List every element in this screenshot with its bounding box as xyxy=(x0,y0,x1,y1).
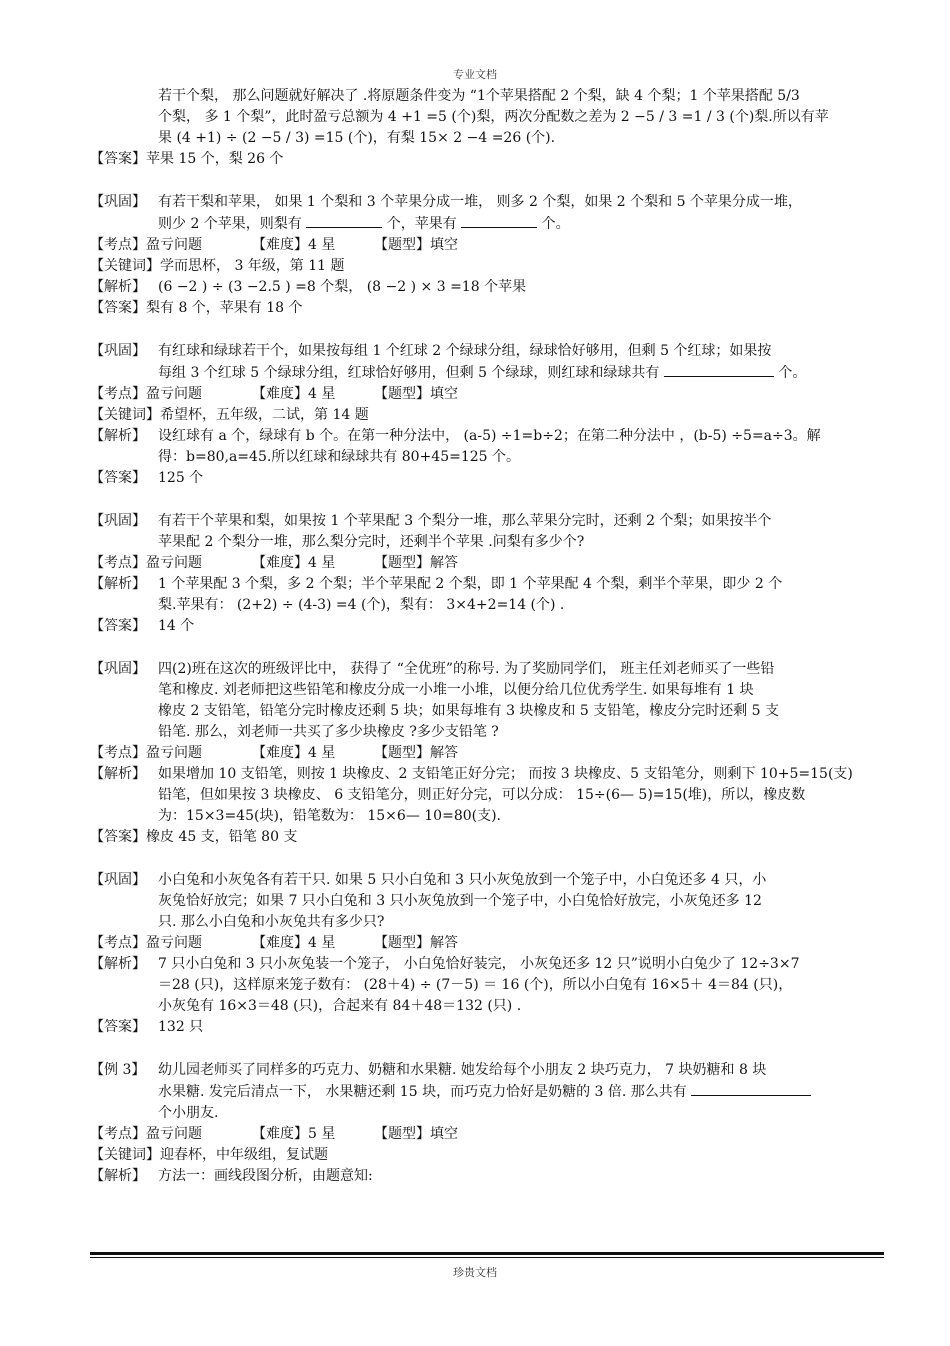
problem-1-question: 【巩固】 有若干梨和苹果， 如果 1 个梨和 3 个苹果分成一堆， 则多 2 个梨，如果 2 个梨和 5 个苹果分成一堆， xyxy=(90,192,884,213)
problem-2-analysis-line: 得：b=80,a=45.所以红球和绿球共有 80+45=125 个。 xyxy=(158,449,521,465)
problem-2-analysis: 【解析】 设红球有 a 个，绿球有 b 个。在第一种分法中， (a-5) ÷1=b÷2；在第二种分法中 ，(b-5) ÷5=a÷3。解 xyxy=(90,428,821,444)
problem-5-question-line: 灰兔恰好放完；如果 7 只小白兔和 3 只小灰兔放到一个笼子中，小白兔恰好放完，小灰兔还多 12 xyxy=(158,893,762,909)
page-content xyxy=(90,86,884,1187)
problem-4-question: 【巩固】 四(2)班在这次的班级评比中， 获得了 “全优班”的称号. 为了奖励同学们， 班主任刘老师买了一些铅 xyxy=(90,661,775,677)
problem-2-keywords: 【关键词】 希望杯，五年级，二试，第 14 题 xyxy=(90,407,369,423)
page-header: 专业文档 xyxy=(453,68,497,81)
problem-3-question: 【巩固】 有若干个苹果和梨，如果按 1 个苹果配 3 个梨分一堆，那么苹果分完时，还剩 2 个梨；如果按半个 xyxy=(90,513,772,529)
problem-3-question-line: 苹果配 2 个梨分一堆，那么梨分完时，还剩半个苹果 .问梨有多少个? xyxy=(158,534,585,550)
problem-1-answer: 【答案】 梨有 8 个，苹果有 18 个 xyxy=(90,300,303,316)
problem-3-meta: 【考点】盈亏问题 【难度】4 星 【题型】解答 xyxy=(90,555,458,571)
answer-blank xyxy=(691,1081,811,1096)
problem-3-analysis: 【解析】 1 个苹果配 3 个梨，多 2 个梨；半个苹果配 2 个梨，即 1 个苹果配 4 个梨，剩半个苹果，即少 2 个 xyxy=(90,576,783,592)
answer-text: 苹果 15 个，梨 26 个 xyxy=(146,151,284,167)
problem-5-answer: 【答案】 132 只 xyxy=(90,1019,204,1035)
problem-3-analysis-line: 梨.苹果有： (2+2) ÷ (4-3) =4 (个)，梨有： 3×4+2=14 (个) . xyxy=(158,597,565,613)
intro-answer xyxy=(90,149,884,170)
example-3-question-line: 水果糖. 发完后清点一下， 水果糖还剩 15 块，而巧克力恰好是奶糖的 3 倍. 那么共有 xyxy=(90,1081,884,1103)
page-footer: 珍贵文档 xyxy=(453,1266,497,1279)
problem-1-meta: 【考点】盈亏问题 【难度】4 星 【题型】填空 xyxy=(90,237,458,253)
problem-4-question-line: 笔和橡皮. 刘老师把这些铅笔和橡皮分成一小堆一小堆，以便分给几位优秀学生. 如果每堆有 1 块 xyxy=(158,682,754,698)
example-tag: 【例 3】 xyxy=(90,1062,146,1078)
answer-blank xyxy=(306,213,382,228)
example-3-meta: 【考点】盈亏问题 【难度】5 星 【题型】填空 xyxy=(90,1126,458,1142)
problem-4-question-line: 铅笔. 那么，刘老师一共买了多少块橡皮 ?多少支铅笔 ? xyxy=(158,724,499,740)
answer-tag: 【答案】 xyxy=(90,151,146,167)
problem-2-question-line: 每组 3 个红球 5 个绿球分组，红球恰好够用，但剩 5 个绿球，则红球和绿球共有 个。 xyxy=(90,362,884,384)
answer-blank xyxy=(461,213,537,228)
problem-5-question: 【巩固】 小白兔和小灰兔各有若干只. 如果 5 只小白兔和 3 只小灰兔放到一个笼子中，小白兔还多 4 只，小 xyxy=(90,872,767,888)
problem-4-analysis: 【解析】 如果增加 10 支铅笔，则按 1 块橡皮、2 支铅笔正好分完； 而按 3 块橡皮、5 支铅笔分，则剩下 10+5=15(支) xyxy=(90,766,853,782)
intro-line: 若干个梨， 那么问题就好解决了 .将原题条件变为 “1个苹果搭配 2 个梨，缺 4 个梨；1 个苹果搭配 5/3 xyxy=(158,88,800,104)
problem-1-analysis: 【解析】 (6 −2 ) ÷ (3 −2.5 ) =8 个梨， (8 −2 ) × 3 =18 个苹果 xyxy=(90,279,527,295)
problem-4-answer: 【答案】 橡皮 45 支，铅笔 80 支 xyxy=(90,829,298,845)
problem-1-keywords: 【关键词】 学而思杯， 3 年级，第 11 题 xyxy=(90,258,345,274)
problem-4-meta: 【考点】盈亏问题 【难度】4 星 【题型】解答 xyxy=(90,745,458,761)
problem-2-question: 【巩固】 有红球和绿球若干个，如果按每组 1 个红球 2 个绿球分组，绿球恰好够用，但剩 5 个红球；如果按 xyxy=(90,343,772,359)
intro-line: 个梨， 多 1 个梨”，此时盈亏总额为 4 +1 =5 (个)梨，两次分配数之差为 2 −5 / 3 =1 / 3 (个)梨.所以有苹 xyxy=(158,109,829,125)
example-3-question-line: 个小朋友. xyxy=(158,1105,219,1121)
answer-blank xyxy=(664,362,774,377)
example-3-keywords: 【关键词】 迎春杯，中年级组，复试题 xyxy=(90,1147,328,1163)
problem-4-analysis-line: 为：15×3=45(块)，铅笔数为： 15×6— 10=80(支). xyxy=(158,808,502,824)
footer-rule xyxy=(90,1252,884,1255)
intro-line: 果 (4 +1) ÷ (2 −5 / 3) =15 (个)，有梨 15× 2 −4 =26 (个). xyxy=(158,130,556,146)
problem-4-analysis-line: 铅笔，但如果按 3 块橡皮、 6 支铅笔分，则正好分完，可以分成： 15÷(6— 5)=15(堆)，所以，橡皮数 xyxy=(158,787,806,803)
footer-rule-thin xyxy=(90,1257,884,1258)
example-3-analysis: 【解析】 方法一：画线段图分析，由题意知: xyxy=(90,1168,373,1184)
problem-3-answer: 【答案】 14 个 xyxy=(90,618,195,634)
problem-2-meta: 【考点】盈亏问题 【难度】4 星 【题型】填空 xyxy=(90,386,458,402)
problem-5-analysis-line: ＝28 (只)，这样原来笼子数有： (28＋4) ÷ (7－5) ＝ 16 (个)，所以小白兔有 16×5＋ 4＝84 (只)， xyxy=(158,977,793,993)
problem-5-analysis: 【解析】 7 只小白兔和 3 只小灰兔装一个笼子， 小白兔恰好装完， 小灰兔还多 12 只”说明小白兔少了 12÷3×7 xyxy=(90,956,800,972)
problem-5-analysis-line: 小灰兔有 16×3＝48 (只)，合起来有 84＋48＝132 (只) . xyxy=(158,998,522,1014)
gonggu-tag: 【巩固】 xyxy=(90,194,146,210)
problem-4-question-line: 橡皮 2 支铅笔，铅笔分完时橡皮还剩 5 块；如果每堆有 3 块橡皮和 5 支铅笔，橡皮分完时还剩 5 支 xyxy=(158,703,780,719)
problem-5-meta: 【考点】盈亏问题 【难度】4 星 【题型】解答 xyxy=(90,935,458,951)
problem-2-answer: 【答案】 125 个 xyxy=(90,470,204,486)
problem-5-question-line: 只. 那么小白兔和小灰兔共有多少只? xyxy=(158,914,385,930)
example-3-question: 【例 3】 幼儿园老师买了同样多的巧克力、奶糖和水果糖. 她发给每个小朋友 2 块巧克力， 7 块奶糖和 8 块 xyxy=(90,1060,884,1081)
problem-1-question-line: 则少 2 个苹果，则梨有 个，苹果有 个。 xyxy=(90,213,884,235)
